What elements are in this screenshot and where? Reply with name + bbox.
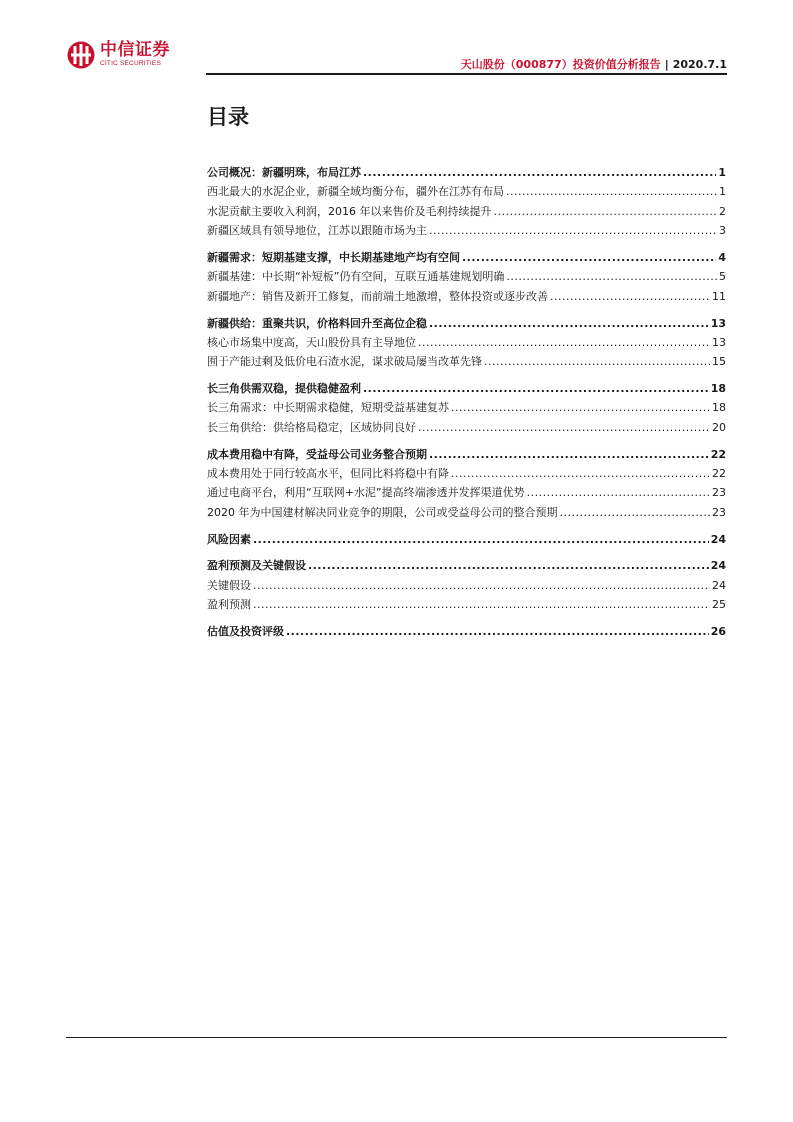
toc-page-number: 22 [710,447,726,461]
toc-page-number: 1 [719,185,726,199]
toc-page-number: 24 [710,559,726,573]
toc-page-number: 23 [712,486,726,500]
toc-page-number: 2 [719,204,726,218]
citic-logo-icon [66,40,96,70]
toc-subsection[interactable] [207,576,726,595]
toc-subsection[interactable] [207,503,726,522]
toc-subsection[interactable] [207,202,726,221]
toc-entry-title: 长三角需求：中长期需求稳健，短期受益基建复苏 [207,401,449,415]
toc-subsection[interactable] [207,221,726,240]
toc-entry-title: 长三角供需双稳，提供稳健盈利 [207,382,361,396]
toc-subsection[interactable] [207,352,726,371]
toc-leader [253,595,710,614]
toc-leader [418,333,710,352]
toc-page-number: 13 [712,335,726,349]
toc-entry-title: 囿于产能过剩及低价电石渣水泥，谋求破局屡当改革先锋 [207,355,482,369]
toc-leader [462,248,716,267]
toc-page-number: 24 [710,532,726,546]
toc-page-number: 25 [712,598,726,612]
toc-leader [550,287,710,306]
report-title: 天山股份（000877）投资价值分析报告 [460,58,661,71]
toc-leader [363,163,716,182]
toc-page-number: 1 [718,166,726,179]
toc-leader [506,182,717,201]
footer-rule [66,1037,727,1038]
toc-title: 目录 [207,105,249,129]
toc-section[interactable] [207,163,726,182]
toc-entry-title: 水泥贡献主要收入利润，2016 年以来售价及毛利持续提升 [207,204,492,218]
logo-cn-text: 中信证券 [100,40,170,61]
toc-subsection[interactable] [207,398,726,417]
toc-page-number: 13 [710,316,726,330]
toc-leader [308,556,709,575]
toc-entry-title: 成本费用稳中有降，受益母公司业务整合预期 [207,447,427,461]
toc-leader [451,464,710,483]
toc-leader [286,622,709,641]
toc-entry-title: 盈利预测及关键假设 [207,559,306,573]
toc-entry-title: 新疆供给：重聚共识，价格料回升至高位企稳 [207,316,427,330]
toc-leader [506,267,717,286]
toc-leader [494,202,718,221]
toc-leader [429,445,709,464]
toc-section[interactable] [207,248,726,267]
toc-page-number: 22 [712,467,726,481]
toc-entry-title: 风险因素 [207,532,251,546]
toc-section[interactable] [207,622,726,641]
toc-leader [484,352,710,371]
header-separator: | [664,58,669,71]
toc-subsection[interactable] [207,182,726,201]
toc-leader [363,379,709,398]
toc-subsection[interactable] [207,483,726,502]
toc-subsection[interactable] [207,595,726,614]
toc-page-number: 11 [712,289,726,303]
toc-entry-title: 新疆地产：销售及新开工修复，而前端土地激增，整体投资或逐步改善 [207,289,548,303]
toc-subsection[interactable] [207,418,726,437]
toc-section[interactable] [207,379,726,398]
toc-page-number: 23 [712,505,726,519]
toc-entry-title: 西北最大的水泥企业，新疆全域均衡分布，疆外在江苏有布局 [207,185,504,199]
toc-page-number: 18 [710,382,726,396]
toc-entry-title: 盈利预测 [207,598,251,612]
toc-page-number: 4 [718,250,726,264]
toc-leader [429,221,717,240]
toc-page-number: 24 [712,578,726,592]
toc-entry-title: 新疆需求：短期基建支撑，中长期基建地产均有空间 [207,250,460,264]
toc-entry-title: 估值及投资评级 [207,624,284,638]
toc-page-number: 20 [712,420,726,434]
toc-section[interactable] [207,530,726,549]
toc-entry-title: 新疆区域具有领导地位，江苏以跟随市场为主 [207,224,427,238]
toc-entry-title: 2020 年为中国建材解决同业竞争的期限，公司或受益母公司的整合预期 [207,505,558,519]
toc-page-number: 18 [712,401,726,415]
citic-logo [66,40,170,70]
toc-section[interactable] [207,556,726,575]
toc-entry-title: 公司概况：新疆明珠，布局江苏 [207,166,361,179]
header-rule [206,73,727,75]
toc-leader [429,314,709,333]
toc-subsection[interactable] [207,267,726,286]
toc-subsection[interactable] [207,333,726,352]
logo-en-text: CITIC SECURITIES [100,60,161,68]
toc-entry-title: 核心市场集中度高，天山股份具有主导地位 [207,335,416,349]
toc-entry-title: 新疆基建：中长期“补短板”仍有空间，互联互通基建规划明确 [207,270,505,284]
toc-leader [418,418,710,437]
table-of-contents [207,163,726,641]
toc-leader [560,503,711,522]
toc-subsection[interactable] [207,287,726,306]
toc-leader [253,530,709,549]
toc-leader [253,576,710,595]
toc-page-number: 26 [710,624,726,638]
toc-entry-title: 长三角供给：供给格局稳定，区域协同良好 [207,420,416,434]
toc-page-number: 15 [712,355,726,369]
toc-section[interactable] [207,445,726,464]
toc-entry-title: 关键假设 [207,578,251,592]
toc-section[interactable] [207,314,726,333]
toc-subsection[interactable] [207,464,726,483]
report-header [461,56,727,72]
toc-entry-title: 通过电商平台，利用“互联网+水泥”提高终端渗透并发挥渠道优势 [207,486,525,500]
report-date: 2020.7.1 [672,58,727,71]
toc-leader [527,483,710,502]
toc-page-number: 3 [719,224,726,238]
toc-entry-title: 成本费用处于同行较高水平，但同比料将稳中有降 [207,467,449,481]
toc-page-number: 5 [719,270,726,284]
toc-leader [451,398,710,417]
